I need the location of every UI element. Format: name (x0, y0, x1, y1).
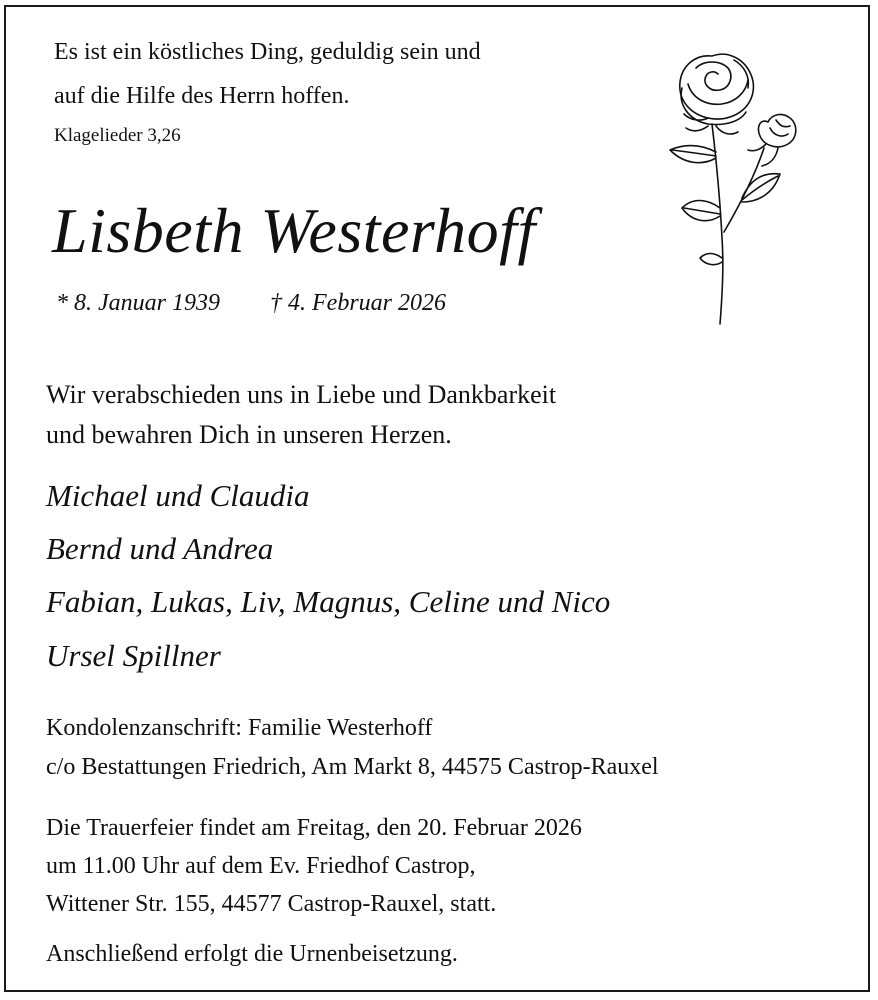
burial-note: Anschließend erfolgt die Urnenbeisetzung. (46, 941, 458, 967)
condolence-line-1: Kondolenzanschrift: Familie Westerhoff (46, 715, 433, 741)
rose-icon (650, 48, 810, 326)
service-line-1: Die Trauerfeier findet am Freitag, den 20. Februar 2026 (46, 815, 582, 841)
mourner-2: Bernd und Andrea (46, 531, 274, 566)
service-line-3: Wittener Str. 155, 44577 Castrop-Rauxel, statt. (46, 891, 497, 917)
deceased-name: Lisbeth Westerhoff (52, 195, 536, 266)
death-date: † 4. Februar 2026 (270, 290, 446, 316)
mourner-1: Michael und Claudia (46, 478, 310, 513)
verse-reference: Klagelieder 3,26 (54, 125, 181, 146)
verse-line-2: auf die Hilfe des Herrn hoffen. (54, 83, 350, 109)
birth-date: * 8. Januar 1939 (56, 290, 220, 316)
farewell-line-1: Wir verabschieden uns in Liebe und Dankbarkeit (46, 380, 557, 409)
mourner-4: Ursel Spillner (46, 638, 221, 673)
condolence-line-2: c/o Bestattungen Friedrich, Am Markt 8, 44575 Castrop-Rauxel (46, 754, 659, 780)
verse-line-1: Es ist ein köstliches Ding, geduldig sein und (54, 39, 481, 65)
service-line-2: um 11.00 Uhr auf dem Ev. Friedhof Castrop, (46, 853, 476, 879)
farewell-line-2: und bewahren Dich in unseren Herzen. (46, 420, 452, 449)
mourner-3: Fabian, Lukas, Liv, Magnus, Celine und Nico (46, 584, 611, 619)
